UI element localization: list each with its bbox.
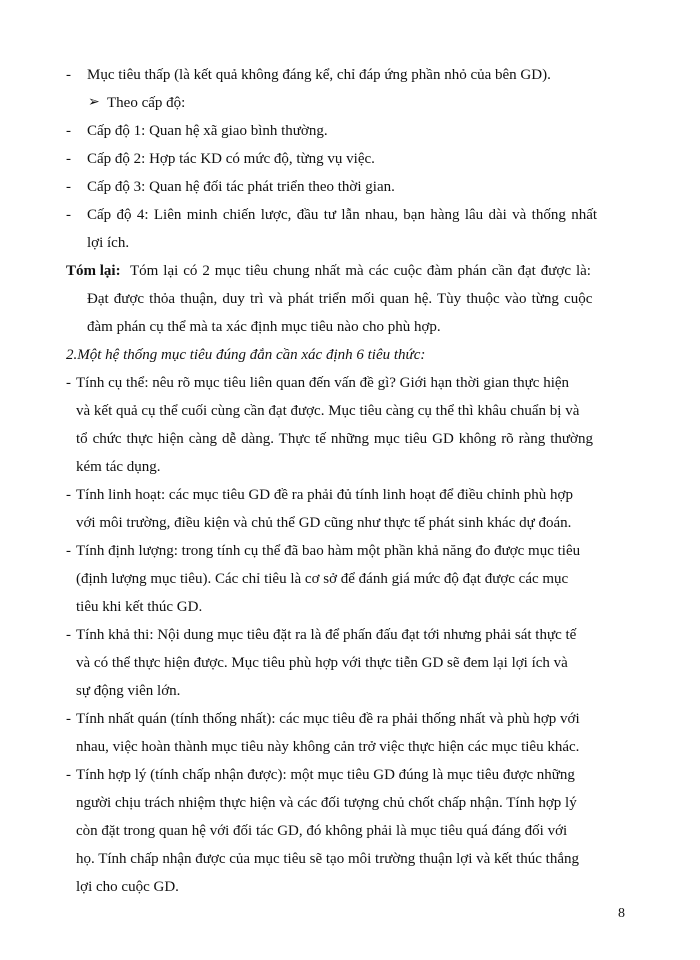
- criterion-text: Tính khả thi: Nội dung mục tiêu đặt ra là để phấn đấu đạt tới nhưng phải sát thực tế: [76, 627, 577, 643]
- bullet-dash: -: [66, 179, 71, 195]
- summary-text: đàm phán cụ thể mà ta xác định mục tiêu nào cho phù hợp.: [87, 319, 441, 335]
- bullet-text: Mục tiêu thấp (là kết quả không đáng kể, chỉ đáp ứng phần nhỏ của bên GD).: [87, 67, 551, 83]
- criterion-text: họ. Tính chấp nhận được của mục tiêu sẽ tạo môi trường thuận lợi và kết thúc thắng: [76, 851, 579, 867]
- bullet-dash: -: [66, 767, 71, 783]
- level-item-cont: lợi ích.: [87, 235, 130, 251]
- bullet-dash: -: [66, 711, 71, 727]
- arrow-bullet-icon: ➢: [88, 95, 100, 110]
- summary-text: Đạt được thỏa thuận, duy trì và phát triển mối quan hệ. Tùy thuộc vào từng cuộc: [87, 291, 593, 307]
- level-item: Cấp độ 1: Quan hệ xã giao bình thường.: [87, 123, 328, 139]
- subheading: Theo cấp độ:: [107, 95, 186, 111]
- bullet-dash: -: [66, 123, 71, 139]
- level-item: Cấp độ 4: Liên minh chiến lược, đầu tư lẫn nhau, bạn hàng lâu dài và thống nhất: [87, 207, 598, 223]
- section-heading: 2.Một hệ thống mục tiêu đúng đắn cần xác định 6 tiêu thức:: [66, 347, 426, 363]
- criterion-text: sự động viên lớn.: [76, 683, 181, 699]
- criterion-text: tiêu khi kết thúc GD.: [76, 599, 203, 615]
- bullet-dash: -: [66, 375, 71, 391]
- criterion-text: với môi trường, điều kiện và chủ thể GD cũng như thực tế phát sinh khác dự đoán.: [76, 515, 572, 531]
- criterion-text: người chịu trách nhiệm thực hiện và các đối tượng chủ chốt chấp nhận. Tính hợp lý: [76, 795, 577, 811]
- bullet-dash: -: [66, 543, 71, 559]
- summary-text: Tóm lại có 2 mục tiêu chung nhất mà các cuộc đàm phán cần đạt được là:: [130, 263, 591, 279]
- criterion-text: Tính nhất quán (tính thống nhất): các mục tiêu đề ra phải thống nhất và phù hợp với: [76, 711, 580, 727]
- criterion-text: Tính định lượng: trong tính cụ thể đã bao hàm một phần khả năng đo được mục tiêu: [76, 543, 581, 559]
- level-item: Cấp độ 2: Hợp tác KD có mức độ, từng vụ việc.: [87, 151, 375, 167]
- criterion-text: kém tác dụng.: [76, 459, 161, 475]
- page-number: 8: [618, 906, 625, 921]
- bullet-dash: -: [66, 627, 71, 643]
- bullet-dash: -: [66, 67, 71, 83]
- criterion-text: Tính cụ thể: nêu rõ mục tiêu liên quan đến vấn đề gì? Giới hạn thời gian thực hiện: [76, 375, 570, 391]
- criterion-text: lợi cho cuộc GD.: [76, 879, 179, 895]
- criterion-text: Tính hợp lý (tính chấp nhận được): một mục tiêu GD đúng là mục tiêu được những: [76, 767, 575, 783]
- criterion-text: nhau, việc hoàn thành mục tiêu này không cản trở việc thực hiện các mục tiêu khác.: [76, 739, 580, 755]
- bullet-dash: -: [66, 487, 71, 503]
- summary-label: Tóm lại:: [66, 263, 121, 279]
- criterion-text: tổ chức thực hiện càng dễ dàng. Thực tế những mục tiêu GD không rõ ràng thường: [76, 431, 593, 447]
- criterion-text: và có thể thực hiện được. Mục tiêu phù hợp với thực tiễn GD sẽ đem lại lợi ích và: [76, 655, 568, 671]
- criterion-text: và kết quả cụ thể cuối cùng cần đạt được. Mục tiêu càng cụ thể thì khâu chuẩn bị và: [76, 403, 580, 419]
- criterion-text: (định lượng mục tiêu). Các chỉ tiêu là cơ sở để đánh giá mức độ đạt được các mục: [76, 571, 569, 587]
- bullet-dash: -: [66, 151, 71, 167]
- level-item: Cấp độ 3: Quan hệ đối tác phát triển theo thời gian.: [87, 179, 395, 195]
- criterion-text: còn đặt trong quan hệ với đối tác GD, đó không phải là mục tiêu quá đáng đối với: [76, 823, 568, 839]
- bullet-dash: -: [66, 207, 71, 223]
- criterion-text: Tính linh hoạt: các mục tiêu GD đề ra phải đủ tính linh hoạt để điều chỉnh phù hợp: [76, 487, 573, 503]
